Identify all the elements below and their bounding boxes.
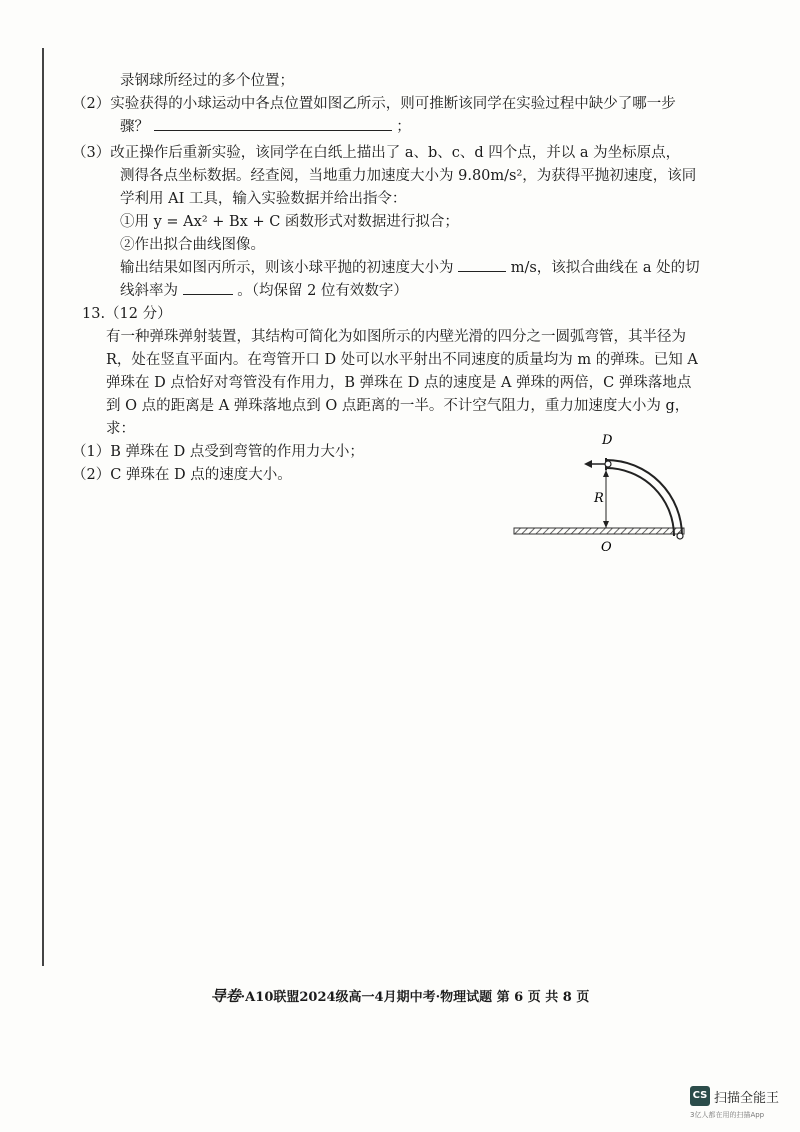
label-R: R xyxy=(594,491,604,506)
text-line: 有一种弹珠弹射装置，其结构可简化为如图所示的内壁光滑的四分之一圆弧弯管，其半径为 xyxy=(106,329,686,345)
text-line: ①用 y = Ax² + Bx + C 函数形式对数据进行拟合； xyxy=(120,214,459,230)
label-D: D xyxy=(602,433,613,448)
text-line: 录钢球所经过的多个位置； xyxy=(120,73,294,89)
text-line: 学利用 AI 工具，输入实验数据并给出指令： xyxy=(120,191,407,207)
radius-arrow-bottom-icon xyxy=(603,521,609,528)
text-line xyxy=(92,116,702,139)
cs-logo-icon: CS xyxy=(690,1086,710,1106)
text-segment: 输出结果如图丙所示，则该小球平抛的初速度大小为 xyxy=(120,260,454,276)
marble-at-bottom xyxy=(677,533,683,539)
text-line: （1）B 弹珠在 D 点受到弯管的作用力大小； xyxy=(72,444,364,460)
question-number: 13.（12 分） xyxy=(82,306,172,322)
text-line: （2）实验获得的小球运动中各点位置如图乙所示，则可推断该同学在实验过程中缺少了哪一步 xyxy=(72,96,676,112)
text-line: 弹珠在 D 点恰好对弯管没有作用力，B 弹珠在 D 点的速度是 A 弹珠的两倍，C 弹珠落地点 xyxy=(106,375,692,391)
label-O: O xyxy=(601,540,612,555)
radius-arrow-top-icon xyxy=(603,470,609,477)
text-line: （2）C 弹珠在 D 点的速度大小。 xyxy=(72,467,292,483)
answer-blank[interactable] xyxy=(183,280,233,295)
answer-blank[interactable] xyxy=(154,116,392,131)
scanner-tagline: 3亿人都在用的扫描App xyxy=(690,1111,765,1119)
question-text xyxy=(72,70,702,487)
marble-at-D xyxy=(605,461,611,467)
text-segment: ； xyxy=(396,119,411,135)
text-line xyxy=(92,257,702,280)
text-line: 测得各点坐标数据。经查阅，当地重力加速度大小为 9.80m/s²，为获得平抛初速度，该同 xyxy=(120,168,697,184)
scanner-name: 扫描全能王 xyxy=(714,1091,780,1106)
page-footer xyxy=(0,985,800,1006)
tube-outer-wall xyxy=(606,460,682,536)
text-line: （3）改正操作后重新实验，该同学在白纸上描出了 a、b、c、d 四个点，并以 a 为坐标原点， xyxy=(72,145,681,161)
binding-margin-line xyxy=(42,48,44,966)
text-segment: m/s，该拟合曲线在 a 处的切 xyxy=(510,260,700,276)
text-segment: 。（均保留 2 位有效数字） xyxy=(237,283,408,299)
text-line: R，处在竖直平面内。在弯管开口 D 处可以水平射出不同速度的质量均为 m 的弹珠。已知 A xyxy=(106,352,698,368)
scanner-watermark xyxy=(690,1086,790,1126)
text-line: 求： xyxy=(106,421,135,437)
footer-text: ·A10联盟2024级高一4月期中考·物理试题 第 6 页 共 8 页 xyxy=(240,990,590,1005)
text-line xyxy=(92,280,702,303)
ground-surface xyxy=(514,528,684,534)
text-line: ②作出拟合曲线图像。 xyxy=(120,237,265,253)
arc-tube-diagram xyxy=(512,430,692,555)
tube-inner-wall xyxy=(606,468,674,536)
arrow-head-icon xyxy=(584,460,592,468)
text-segment: 线斜率为 xyxy=(120,283,178,299)
answer-blank[interactable] xyxy=(458,257,506,272)
footer-brand: 导卷 xyxy=(210,987,241,1005)
text-line: 到 O 点的距离是 A 弹珠落地点到 O 点距离的一半。不计空气阻力，重力加速度大小为 g， xyxy=(106,398,690,414)
text-segment: 骤？ xyxy=(120,119,149,135)
